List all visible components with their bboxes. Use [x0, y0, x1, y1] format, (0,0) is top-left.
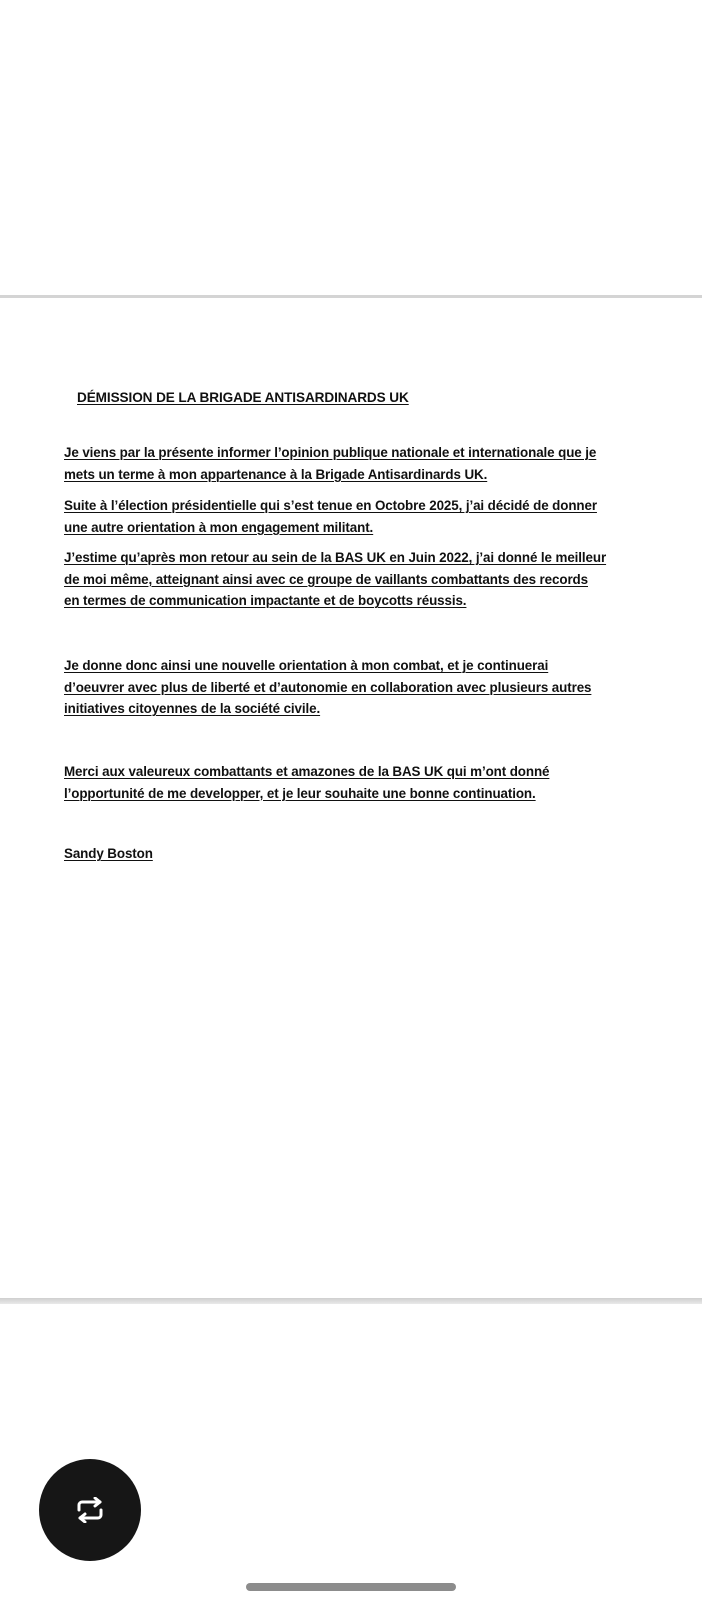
paragraph-line: Suite à l’élection présidentielle qui s’est tenue en Octobre 2025, j’ai décidé de donner [64, 498, 597, 513]
paragraph-line: Je donne donc ainsi une nouvelle orientation à mon combat, et je continuerai [64, 658, 549, 673]
paragraph-line: initiatives citoyennes de la société civile. [64, 701, 321, 716]
paragraph-line: l’opportunité de me developper, et je leur souhaite une bonne continuation. [64, 785, 536, 801]
paragraph-line: de moi même, atteignant ainsi avec ce groupe de vaillants combattants des records [64, 571, 588, 587]
home-indicator[interactable] [246, 1583, 456, 1591]
paragraph-line: en termes de communication impactante et de boycotts réussis. [64, 593, 467, 608]
paragraph-line: J’estime qu’après mon retour au sein de la BAS UK en Juin 2022, j’ai donné le meilleur [64, 550, 607, 565]
paragraph-line: Je viens par la présente informer l’opinion publique nationale et internationale que je [64, 445, 597, 460]
paragraph-line: d’oeuvrer avec plus de liberté et d’autonomie en collaboration avec plusieurs autres [64, 679, 592, 695]
paragraph-line: Merci aux valeureux combattants et amazones de la BAS UK qui m’ont donné [64, 764, 550, 779]
paragraph-5 [64, 761, 549, 804]
paragraph-1 [64, 442, 596, 485]
repeat-icon [73, 1497, 107, 1523]
document-page [0, 298, 702, 1298]
paragraph-2 [64, 495, 597, 538]
paragraph-4 [64, 655, 591, 720]
signature: Sandy Boston [64, 846, 153, 861]
paragraph-line: mets un terme à mon appartenance à la Brigade Antisardinards UK. [64, 466, 488, 482]
document-title: DÉMISSION DE LA BRIGADE ANTISARDINARDS UK [77, 390, 409, 405]
paragraph-line: une autre orientation à mon engagement militant. [64, 519, 374, 535]
page-bottom-edge [0, 1298, 702, 1304]
repeat-button[interactable] [39, 1459, 141, 1561]
paragraph-3 [64, 547, 606, 612]
